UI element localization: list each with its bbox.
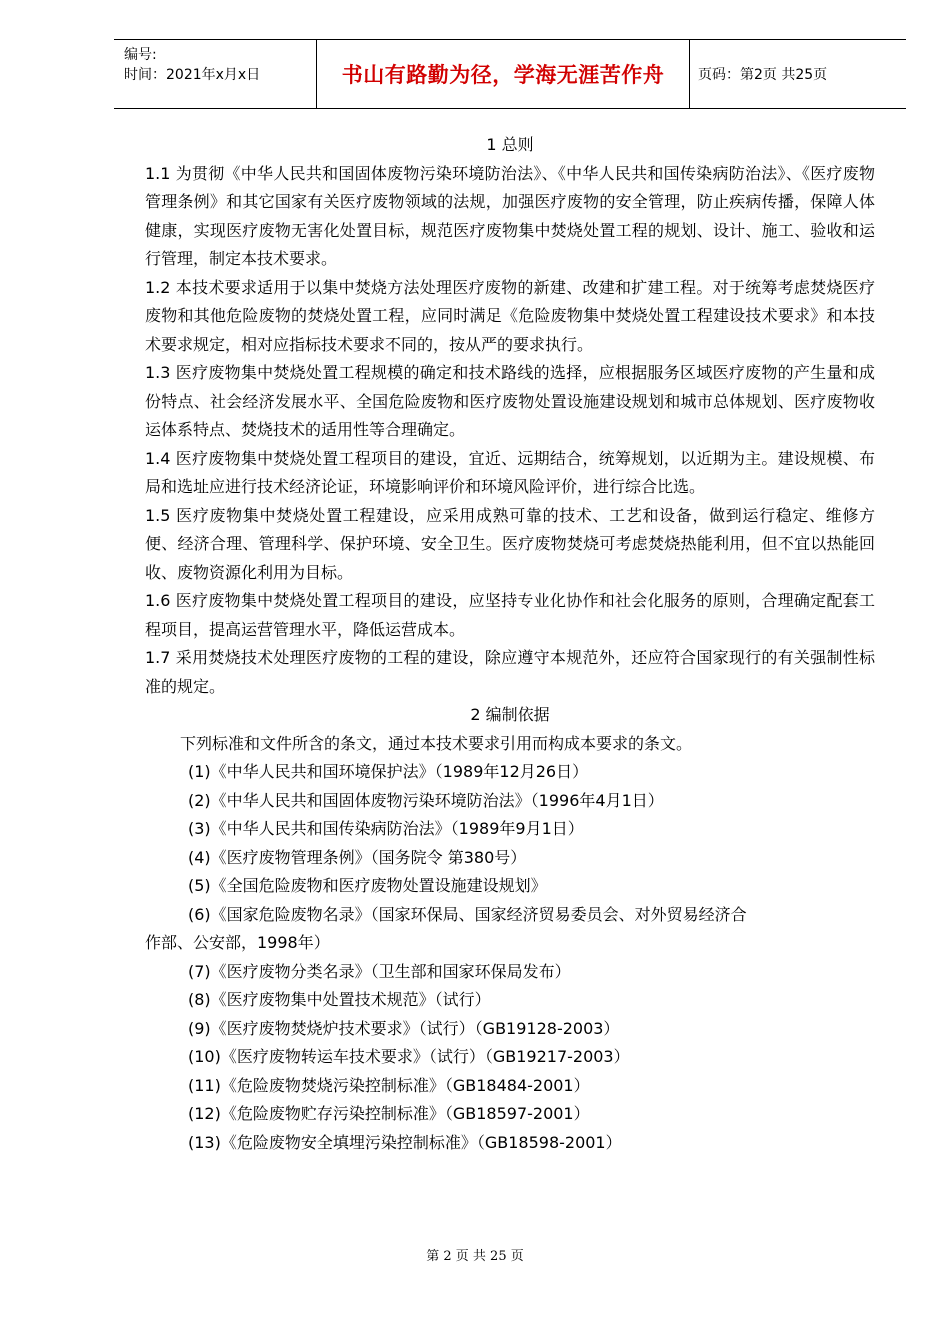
clause-1-3: 1.3 医疗废物集中焚烧处置工程规模的确定和技术路线的选择，应根据服务区域医疗废物的产生量和成份特点、社会经济发展水平、全国危险废物和医疗废物处置设施建设规划和城市总体规划、医疗废物收运体系特点、焚烧技术的适用性等合理确定。 xyxy=(145,363,875,439)
reference-item-1: (1)《中华人民共和国环境保护法》（1989年12月26日） xyxy=(188,762,589,781)
reference-item-6-continued: 作部、公安部，1998年） xyxy=(145,933,330,952)
reference-item-4: (4)《医疗废物管理条例》（国务院令 第380号） xyxy=(188,847,527,867)
reference-item-10: (10)《医疗废物转运车技术要求》（试行）（GB19217-2003） xyxy=(188,1047,630,1066)
reference-item-13: (13)《危险废物安全填埋污染控制标准》（GB18598-2001） xyxy=(188,1132,622,1152)
reference-item-11: (11)《危险废物焚烧污染控制标准》（GB18484-2001） xyxy=(188,1075,590,1095)
document-body xyxy=(145,131,875,1157)
reference-item-12: (12)《危险废物贮存污染控制标准》（GB18597-2001） xyxy=(188,1104,590,1123)
reference-item-7: (7)《医疗废物分类名录》（卫生部和国家环保局发布） xyxy=(188,961,571,981)
section-2-intro: 下列标准和文件所含的条文，通过本技术要求引用而构成本要求的条文。 xyxy=(180,733,693,753)
section-2-title: 2 编制依据 xyxy=(470,705,550,724)
clause-1-1: 1.1 为贯彻《中华人民共和国固体废物污染环境防治法》、《中华人民共和国传染病防治法》、《医疗废物管理条例》和其它国家有关医疗废物领域的法规，加强医疗废物的安全管理，防止疾病传播，保障人体健康，实现医疗废物无害化处置目标，规范医疗废物集中焚烧处置工程的规划、设计、施工、验收和运行管理，制定本技术要求。 xyxy=(145,163,875,268)
header-motto-cell xyxy=(316,40,690,108)
clause-1-4: 1.4 医疗废物集中焚烧处置工程项目的建设，宜近、远期结合，统筹规划，以近期为主。建设规模、布局和选址应进行技术经济论证，环境影响评价和环境风险评价，进行综合比选。 xyxy=(145,448,875,496)
document-time-label: 时间：2021年x月x日 xyxy=(124,67,261,83)
clause-1-7: 1.7 采用焚烧技术处理医疗废物的工程的建设，除应遵守本规范外，还应符合国家现行的有关强制性标准的规定。 xyxy=(145,648,875,696)
reference-item-3: (3)《中华人民共和国传染病防治法》（1989年9月1日） xyxy=(188,819,584,838)
section-1-title: 1 总则 xyxy=(486,135,534,154)
reference-item-5: (5)《全国危险废物和医疗废物处置设施建设规划》 xyxy=(188,876,547,895)
header-motto: 书山有路勤为径，学海无涯苦作舟 xyxy=(341,63,665,87)
clause-1-5: 1.5 医疗废物集中焚烧处置工程建设，应采用成熟可靠的技术、工艺和设备，做到运行稳定、维修方便、经济合理、管理科学、保护环境、安全卫生。医疗废物焚烧可考虑焚烧热能利用，但不宜以热能回收、废物资源化利用为目标。 xyxy=(145,505,875,582)
reference-item-2: (2)《中华人民共和国固体废物污染环境防治法》（1996年4月1日） xyxy=(188,790,664,810)
document-number-label: 编号: xyxy=(124,47,157,63)
reference-item-9: (9)《医疗废物焚烧炉技术要求》（试行）（GB19128-2003） xyxy=(188,1018,620,1038)
header-page-number: 页码：第2页 共25页 xyxy=(698,67,828,83)
clause-1-6: 1.6 医疗废物集中焚烧处置工程项目的建设，应坚持专业化协作和社会化服务的原则，合理确定配套工程项目，提高运营管理水平，降低运营成本。 xyxy=(145,591,875,639)
page-footer: 第 2 页 共 25 页 xyxy=(426,1249,524,1264)
reference-item-6: (6)《国家危险废物名录》（国家环保局、国家经济贸易委员会、对外贸易经济合 xyxy=(188,904,747,924)
header-meta xyxy=(114,40,316,108)
clause-1-2: 1.2 本技术要求适用于以集中焚烧方法处理医疗废物的新建、改建和扩建工程。对于统筹考虑焚烧医疗废物和其他危险废物的焚烧处置工程，应同时满足《危险废物集中焚烧处置工程建设技术要求》和本技术要求规定，相对应指标技术要求不同的，按从严的要求执行。 xyxy=(145,277,875,354)
reference-item-8: (8)《医疗废物集中处置技术规范》（试行） xyxy=(188,990,491,1009)
page-header xyxy=(114,39,906,109)
